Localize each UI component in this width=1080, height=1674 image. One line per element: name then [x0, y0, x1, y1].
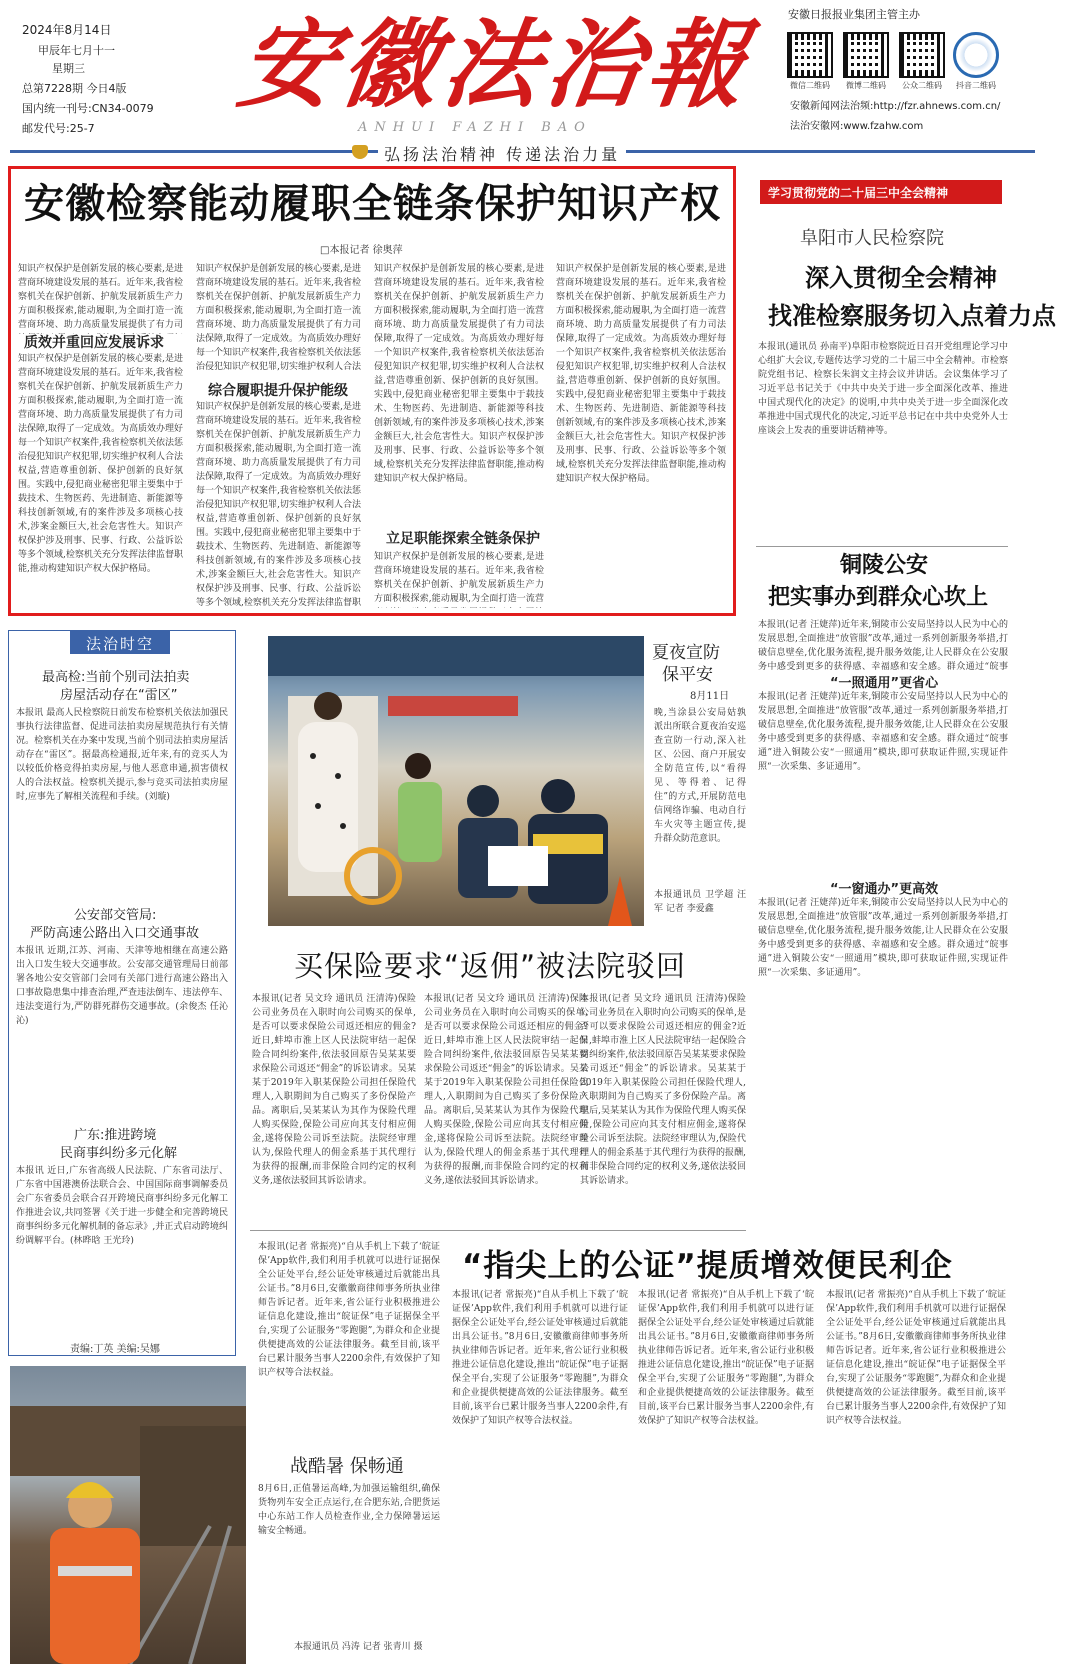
newspaper-title: 安徽法治報 [232, 8, 759, 121]
photo2-credit: 本报通讯员 冯涛 记者 张青川 摄 [294, 1642, 423, 1652]
cn-number: 国内统一刊号:CN34-0079 [22, 102, 154, 115]
qr-code-wechat [787, 32, 833, 78]
lead-col-3b: 知识产权保护是创新发展的核心要素,是进营商环境建设发展的基石。近年来,我省检察机关在保护创新、护航发展新质生产力方面积极探索,能动履职,为全面打造一流营 [374, 552, 544, 604]
lead-subhead-3: 立足职能探索全链条保护 [386, 531, 540, 547]
lead-col-2: 知识产权保护是创新发展的核心要素,是进营商环境建设发展的基石。近年来,我省检察机关在保护创新、护航发展新质生产力方面积极探索,能动履职,为全面打造一流营商环境、助力高质量发展提供了有力司法保障,取得了一定成效。为高质效办理好每一个知识产权案件,我省检察机关依法惩治侵犯知识产权犯罪,切实维护权利人合法 [196, 264, 361, 372]
fazhi-h2a: 公安部交管局: [74, 908, 157, 923]
fazhi-h3b: 民商事纠纷多元化解 [60, 1146, 178, 1161]
insurance-col-3: 本报讯(记者 吴文玲 通讯员 汪清涛)保险公司业务员在入职时向公司购买的保单,是否可以要求保险公司返还相应的佣金?近日,蚌埠市淮上区人民法院审结一起保险合同纠纷案件,依法驳回原告吴某某要求保险公司返还“佣金”的诉讼请求。吴某某于2019年入职某保险公司担任保险代理人,入职期间为自己购买了多份保险产品。离职后,吴某某认为其作为保险代理人购买保险,保险公司应向其支付相应佣金,遂将保险公司诉至法院。法院经审理认为,保险代理人的佣金系基于其代理行为获得的报酬,而非保险合同约定的权利义务,遂依法驳回其诉讼请求。 [580, 994, 746, 1186]
insurance-headline: 买保险要求“返佣”被法院驳回 [294, 949, 687, 983]
railway-scene [10, 1366, 246, 1664]
photo1-caption: 晚,当涂县公安局姑孰派出所联合夏夜治安巡查宣防一行动,深入社区、公园、商户开展安全防范宣传,以“看得见、等得着、记得住”的方式,开展防范电信网络诈骗、电动自行车火灾等主题宣传,提升群众防范意识。 [654, 708, 746, 844]
notary-col-3: 本报讯(记者 常振亮)“自从手机上下载了‘皖证保’App软件,我们利用手机就可以进行证据保全公证处平台,经公证处审核通过后就能出具公证书。”8月6日,安徽徽商律师事务所执业律师告诉记者。近年来,省公证行业积极推进公证信息化建设,推出“皖证保”电子证据保全平台,实现了公证服务“零跑腿”,为群众和企业提供便捷高效的公证法律服务。截至目前,该平台已累计服务当事人2200余件,有效保护了知识产权等合法权益。 [638, 1290, 814, 1426]
issue-date: 2024年8月14日 [22, 23, 112, 37]
notary-left-col: 本报讯(记者 常振亮)“自从手机上下载了‘皖证保’App软件,我们利用手机就可以进行证据保全公证处平台,经公证处审核通过后就能出具公证书。”8月6日,安徽徽商律师事务所执业律师告诉记者。近年来,省公证行业积极推进公证信息化建设,推出“皖证保”电子证据保全平台,实现了公证服务“零跑腿”,为群众和企业提供便捷高效的公证法律服务。截至目前,该平台已累计服务当事人2200余件,有效保护了知识产权等合法权益。 [258, 1242, 440, 1378]
postal-code: 邮发代号:25-7 [22, 122, 95, 135]
qr-code-weibo [843, 32, 889, 78]
douyin-logo [953, 32, 999, 78]
insurance-col-1: 本报讯(记者 吴文玲 通讯员 汪清涛)保险公司业务员在入职时向公司购买的保单,是否可以要求保险公司返还相应的佣金?近日,蚌埠市淮上区人民法院审结一起保险合同纠纷案件,依法驳回原告吴某某要求保险公司返还“佣金”的诉讼请求。吴某某于2019年入职某保险公司担任保险代理人,入职期间为自己购买了多份保险产品。离职后,吴某某认为其作为保险代理人购买保险,保险公司应向其支付相应佣金,遂将保险公司诉至法院。法院经审理认为,保险代理人的佣金系基于其代理行为获得的报酬,而非保险合同约定的权利义务,遂依法驳回其诉讼请求。 [252, 994, 416, 1186]
lead-headline: 安徽检察能动履职全链条保护知识产权 [24, 181, 721, 227]
theme-banner-text: 学习贯彻党的二十届三中全会精神 [768, 186, 949, 200]
photo1-title-1: 夏夜宣防 [652, 643, 720, 663]
lead-subhead-2: 综合履职提升保护能级 [208, 383, 348, 399]
sidebar-bottom-text-1: 本报讯(记者 汪婕萍)近年来,铜陵市公安局坚持以人民为中心的发展思想,全面推进“放管服”改革,通过一系列创新服务举措,打破信息壁垒,优化服务流程,提升服务效能,让人民群众在公安服务中感受到更多的获得感、幸福感和安全感。群众通过“皖事通”进入铜陵公安“一照通用”模块,即可获取证件照,实现证件照“一次采集、多证通用”。 [758, 692, 1008, 772]
sidebar-divider [756, 546, 1008, 547]
fazhi-editors: 责编:丁英 美编:吴娜 [70, 1344, 160, 1355]
sidebar-bottom-headline-1: 铜陵公安 [840, 553, 929, 578]
lead-subhead-1: 质效并重回应发展诉求 [24, 335, 164, 351]
slogan-icon [352, 145, 368, 159]
photo1-credit: 本报通讯员 卫学超 汪军 记者 李爱鑫 [654, 890, 746, 914]
sidebar-bottom-sub-2: “一窗通办”更高效 [830, 882, 939, 897]
sidebar-org: 阜阳市人民检察院 [800, 228, 944, 249]
qr-label-wechat: 微信二维码 [790, 81, 830, 90]
sidebar-bottom-headline-2: 把实事办到群众心坎上 [768, 585, 989, 610]
lunar-date: 甲辰年七月十一 [38, 44, 115, 57]
lead-col-4: 知识产权保护是创新发展的核心要素,是进营商环境建设发展的基石。近年来,我省检察机关在保护创新、护航发展新质生产力方面积极探索,能动履职,为全面打造一流营商环境、助力高质量发展提供了有力司法保障,取得了一定成效。为高质效办理好每一个知识产权案件,我省检察机关依法惩治侵犯知识产权犯罪,切实维护权利人合法权益,营造尊重创新、保护创新的良好氛围。实践中,侵犯商业秘密犯罪主要集中于载技术、生物医药、先进制造、新能源等科技创新领域,有的案件涉及多项核心技术,涉案金额巨大,社会危害性大。知识产权保护涉及刑事、民事、行政、公益诉讼等多个领域,检察机关充分发挥法律监督职能,推动构建知识产权大保护格局。 [556, 264, 726, 484]
slogan: 弘扬法治精神 传递法治力量 [378, 142, 626, 165]
photo2-title: 战酷暑 保畅通 [290, 1456, 404, 1477]
lead-col-1: 知识产权保护是创新发展的核心要素,是进营商环境建设发展的基石。近年来,我省检察机关在保护创新、护航发展新质生产力方面积极探索,能动履职,为全面打造一流营商环境、助力高质量发展提供了有力司 [18, 264, 183, 330]
sidebar-top-text: 本报讯(通讯员 孙南平)阜阳市检察院近日召开党组理论学习中心组扩大会议,专题传达学习党的二十届三中全会精神。市检察院党组书记、检察长朱润文主持会议并讲话。会议集体学习了习近平总书记关于《中共中央关于进一步全面深化改革、推进中国式现代化的决定》的说明,中共中央关于进一步全面深化改革推进中国式现代化的决定,习近平总书记在中共中央党外人士座谈会上发表的重要讲话精神等。 [758, 342, 1008, 436]
fazhi-text-2: 本报讯 近期,江苏、河南、天津等地相继在高速公路出入口发生较大交通事故。公安部交通管理局日前部署各地公安交管部门会同有关部门进行高速公路出入口事故隐患集中排查治理,严查违法倒车、违法停车、违法变道行为,严防群死群伤交通事故。(余俊杰 任沁沁) [16, 946, 228, 1026]
qr-label-douyin: 抖音二维码 [956, 81, 996, 90]
website-link-2[interactable]: 法治安徽网:www.fzahw.com [790, 121, 924, 132]
fazhi-h1a: 最高检:当前个别司法拍卖 [42, 670, 190, 685]
photo1-title-2: 保平安 [662, 665, 713, 685]
issue-number: 总第7228期 今日4版 [22, 82, 127, 95]
insurance-col-2: 本报讯(记者 吴文玲 通讯员 汪清涛)保险公司业务员在入职时向公司购买的保单,是否可以要求保险公司返还相应的佣金?近日,蚌埠市淮上区人民法院审结一起保险合同纠纷案件,依法驳回原告吴某某要求保险公司返还“佣金”的诉讼请求。吴某某于2019年入职某保险公司担任保险代理人,入职期间为自己购买了多份保险产品。离职后,吴某某认为其作为保险代理人购买保险,保险公司应向其支付相应佣金,遂将保险公司诉至法院。法院经审理认为,保险代理人的佣金系基于其代理行为获得的报酬,而非保险合同约定的权利义务,遂依法驳回其诉讼请求。 [424, 994, 588, 1186]
photo-scene [268, 636, 644, 926]
sidebar-bottom-intro: 本报讯(记者 汪婕萍)近年来,铜陵市公安局坚持以人民为中心的发展思想,全面推进“放管服”改革,通过一系列创新服务举措,打破信息壁垒,优化服务流程,提升服务效能,让人民群众在公安服务中感受到更多的获得感、幸福感和安全感。群众通过“皖事 [758, 620, 1008, 670]
fazhi-h1b: 房屋活动存在“雷区” [60, 688, 178, 703]
qr-code-official [899, 32, 945, 78]
sidebar-headline-2: 找准检察服务切入点着力点 [768, 302, 1056, 330]
fazhi-h2b: 严防高速公路出入口交通事故 [30, 926, 200, 941]
qr-label-weibo: 微博二维码 [846, 81, 886, 90]
notary-headline: “指尖上的公证”提质增效便民利企 [462, 1248, 953, 1284]
photo1-date: 8月11日 [690, 691, 730, 702]
photo-railway-worker [10, 1366, 246, 1664]
lead-col-3: 知识产权保护是创新发展的核心要素,是进营商环境建设发展的基石。近年来,我省检察机关在保护创新、护航发展新质生产力方面积极探索,能动履职,为全面打造一流营商环境、助力高质量发展提供了有力司法保障,取得了一定成效。为高质效办理好每一个知识产权案件,我省检察机关依法惩治侵犯知识产权犯罪,切实维护权利人合法权益,营造尊重创新、保护创新的良好氛围。实践中,侵犯商业秘密犯罪主要集中于载技术、生物医药、先进制造、新能源等科技创新领域,有的案件涉及多项核心技术,涉案金额巨大,社会危害性大。知识产权保护涉及刑事、民事、行政、公益诉讼等多个领域,检察机关充分发挥法律监督职能,推动构建知识产权大保护格局。 [374, 264, 544, 484]
notary-col-2: 本报讯(记者 常振亮)“自从手机上下载了‘皖证保’App软件,我们利用手机就可以进行证据保全公证处平台,经公证处审核通过后就能出具公证书。”8月6日,安徽徽商律师事务所执业律师告诉记者。近年来,省公证行业积极推进公证信息化建设,推出“皖证保”电子证据保全平台,实现了公证服务“零跑腿”,为群众和企业提供便捷高效的公证法律服务。截至目前,该平台已累计服务当事人2200余件,有效保护了知识产权等合法权益。 [452, 1290, 628, 1426]
publisher: 安徽日报报业集团主管主办 [788, 8, 920, 21]
lead-col-2b: 知识产权保护是创新发展的核心要素,是进营商环境建设发展的基石。近年来,我省检察机关在保护创新、护航发展新质生产力方面积极探索,能动履职,为全面打造一流营商环境、助力高质量发展提供了有力司法保障,取得了一定成效。为高质效办理好每一个知识产权案件,我省检察机关依法惩治侵犯知识产权犯罪,切实维护权利人合法权益,营造尊重创新、保护创新的良好氛围。实践中,侵犯商业秘密犯罪主要集中于载技术、生物医药、先进制造、新能源等科技创新领域,有的案件涉及多项核心技术,涉案金额巨大,社会危害性大。知识产权保护涉及刑事、民事、行政、公益诉讼等多个领域,检察机关充分发挥法律监督职 [196, 402, 361, 608]
sidebar-bottom-sub-1: “一照通用”更省心 [830, 676, 939, 691]
website-link-1[interactable]: 安徽新闻网法治频:http://fzr.ahnews.com.cn/ [790, 101, 1001, 112]
fazhi-column-title: 法治时空 [86, 635, 155, 653]
photo-police-pharmacy [268, 636, 644, 926]
fazhi-text-1: 本报讯 最高人民检察院日前发布检察机关依法加强民事执行法律监督、促进司法拍卖房屋规范执行有关情况。检察机关在办案中发现,当前个别司法拍卖房屋活动存在“雷区”。据最高检通报,近年来,有的竞买人为以较低价格竞得拍卖房屋,与他人恶意串通,损害债权人的合法权益。检察机关提示,参与竞买司法拍卖房屋时,应事先了解相关流程和手续。(刘璇) [16, 708, 228, 802]
newspaper-pinyin: ANHUI FAZHI BAO [358, 120, 592, 135]
notary-col-4: 本报讯(记者 常振亮)“自从手机上下载了‘皖证保’App软件,我们利用手机就可以进行证据保全公证处平台,经公证处审核通过后就能出具公证书。”8月6日,安徽徽商律师事务所执业律师告诉记者。近年来,省公证行业积极推进公证信息化建设,推出“皖证保”电子证据保全平台,实现了公证服务“零跑腿”,为群众和企业提供便捷高效的公证法律服务。截至目前,该平台已累计服务当事人2200余件,有效保护了知识产权等合法权益。 [826, 1290, 1006, 1426]
sidebar-bottom-text-2: 本报讯(记者 汪婕萍)近年来,铜陵市公安局坚持以人民为中心的发展思想,全面推进“放管服”改革,通过一系列创新服务举措,打破信息壁垒,优化服务流程,提升服务效能,让人民群众在公安服务中感受到更多的获得感、幸福感和安全感。群众通过“皖事通”进入铜陵公安“一照通用”模块,即可获取证件照,实现证件照“一次采集、多证通用”。 [758, 898, 1008, 978]
lead-byline: □本报记者 徐奥萍 [320, 245, 403, 256]
fazhi-h3a: 广东:推进跨境 [74, 1128, 157, 1143]
fazhi-text-3: 本报讯 近日,广东省高级人民法院、广东省司法厅、广东省中国港澳侨法联合会、中国国际商事调解委员会广东省委员会联合召开跨境民商事纠纷多元化解工作推进会议,共同签署《关于进一步健全和完善跨境民商事纠纷多元化解机制的备忘录》,并正式启动跨境纠纷调解平台。(林晔晗 王光玲) [16, 1166, 228, 1246]
lead-col-1b: 知识产权保护是创新发展的核心要素,是进营商环境建设发展的基石。近年来,我省检察机关在保护创新、护航发展新质生产力方面积极探索,能动履职,为全面打造一流营商环境、助力高质量发展提供了有力司法保障,取得了一定成效。为高质效办理好每一个知识产权案件,我省检察机关依法惩治侵犯知识产权犯罪,切实维护权利人合法权益,营造尊重创新、保护创新的良好氛围。实践中,侵犯商业秘密犯罪主要集中于载技术、生物医药、先进制造、新能源等科技创新领域,有的案件涉及多项核心技术,涉案金额巨大,社会危害性大。知识产权保护涉及刑事、民事、行政、公益诉讼等多个领域,检察机关充分发挥法律监督职能,推动构建知识产权大保护格局。 [18, 354, 183, 574]
qr-label-official: 公众二维码 [902, 81, 942, 90]
weekday: 星期三 [52, 62, 85, 75]
center-divider [250, 1230, 746, 1231]
photo2-caption: 8月6日,正值暑运高峰,为加强运输组织,确保货物列车安全正点运行,在合肥东站,合肥货运中心东站工作人员检查作业,全力保障暑运运输安全畅通。 [258, 1484, 440, 1536]
sidebar-headline-1: 深入贯彻全会精神 [805, 264, 997, 292]
